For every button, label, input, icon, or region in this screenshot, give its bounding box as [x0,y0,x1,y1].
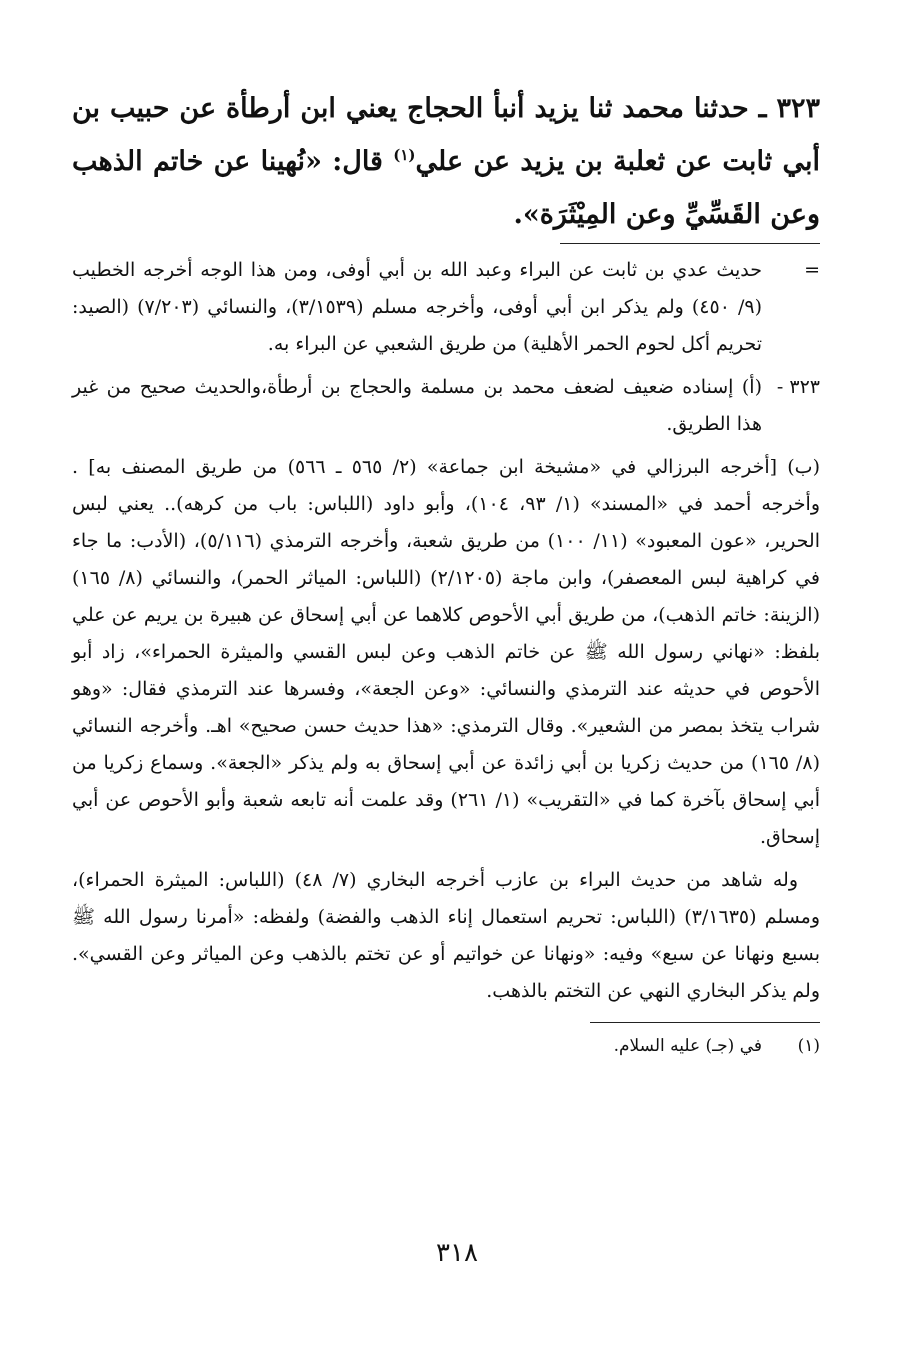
note-323-part-b: (ب) [أخرجه البرزالي في «مشيخة ابن جماعة» (٢/ ٥٦٥ ـ ٥٦٦) من طريق المصنف به] . وأخرجه أحمد في «المسند» (١/ ٩٣، ١٠٤)، وأبو داود (اللباس: باب من كرهه).. يعني لبس الحرير، «عون المعبود» (١١/ ١٠٠) من طريق شعبة، وأخرجه الترمذي (٥/١١٦)، (الأدب: ما جاء في كراهية لبس المعصفر)، وابن ماجة (٢/١٢٠٥) (اللباس: المياثر الحمر)، والنسائي (٨/ ١٦٥) (الزينة: خاتم الذهب)، من طريق أبي الأحوص كلاهما عن أبي إسحاق عن هبيرة بن يريم عن علي بلفظ: «نهاني رسول الله ﷺ عن خاتم الذهب وعن لبس القسي والميثرة الحمراء»، زاد أبو الأحوص في حديثه عند الترمذي والنسائي: «وعن الجعة»، وفسرها عند الترمذي فقال: «وهو شراب يتخذ بمصر من الشعير». وقال الترمذي: «هذا حديث حسن صحيح» اهـ. وأخرجه النسائي (٨/ ١٦٥) من حديث زكريا بن أبي زائدة عن أبي إسحاق به ولم يذكر «الجعة». وسماع زكريا من أبي إسحاق بآخرة كما في «التقريب» (١/ ٢٦١) وقد علمت أنه تابعه شعبة وأبو الأحوص عن أبي إسحاق. [72,456,821,848]
footnote-separator [590,1022,820,1023]
hadith-text-part1: محمد ثنا يزيد أنبأ الحجاج يعني ابن أرطأة عن حبيب بن أبي ثابت عن ثعلبة بن يزيد عن علي [72,93,820,177]
hadith-text-part2: قال: «نُهينا عن خاتم الذهب وعن القَسِّيِّ وعن المِيْثَرَة». [72,146,820,230]
continuation-mark: = [804,259,820,281]
note-323-part-a: (أ) إسناده ضعيف لضعف محمد بن مسلمة والحجاج بن أرطأة،والحديث صحيح من غير هذا الطريق. [72,376,762,435]
page-number: ٣١٨ [436,1238,478,1268]
footnote [72,1031,820,1061]
note-continuation [72,252,820,363]
page-body [72,82,820,1061]
note-323-number: ٣٢٣ - [776,376,820,398]
note-323 [72,369,820,443]
footnote-mark: (١) [797,1036,820,1056]
footnote-text: في (جـ) عليه السلام. [613,1036,762,1056]
footnote-reference[interactable]: (١) [393,146,416,164]
main-text-separator [560,243,820,244]
note-323-part-c: وله شاهد من حديث البراء بن عازب أخرجه البخاري (٧/ ٤٨) (اللباس: الميثرة الحمراء)، ومسلم (٣/١٦٣٥) (اللباس: تحريم استعمال إناء الذهب والفضة) ولفظه: «أمرنا رسول الله ﷺ بسبع ونهانا عن سبع» وفيه: «ونهانا عن خواتيم أو عن تختم بالذهب وعن المياثر وعن القسي». ولم يذكر البخاري النهي عن التختم بالذهب. [72,869,820,1002]
continuation-text: حديث عدي بن ثابت عن البراء وعبد الله بن أبي أوفى، ومن هذا الوجه أخرجه الخطيب (٩/ ٤٥٠) ولم يذكر ابن أبي أوفى، وأخرجه مسلم (٣/١٥٣٩)، والنسائي (٧/٢٠٣) (الصيد: تحريم أكل لحوم الحمر الأهلية) من طريق الشعبي عن البراء به. [72,259,762,355]
commentary-notes [72,252,820,1010]
main-hadith [72,82,820,241]
hadith-number: ٣٢٣ ـ حدثنا [693,93,820,124]
